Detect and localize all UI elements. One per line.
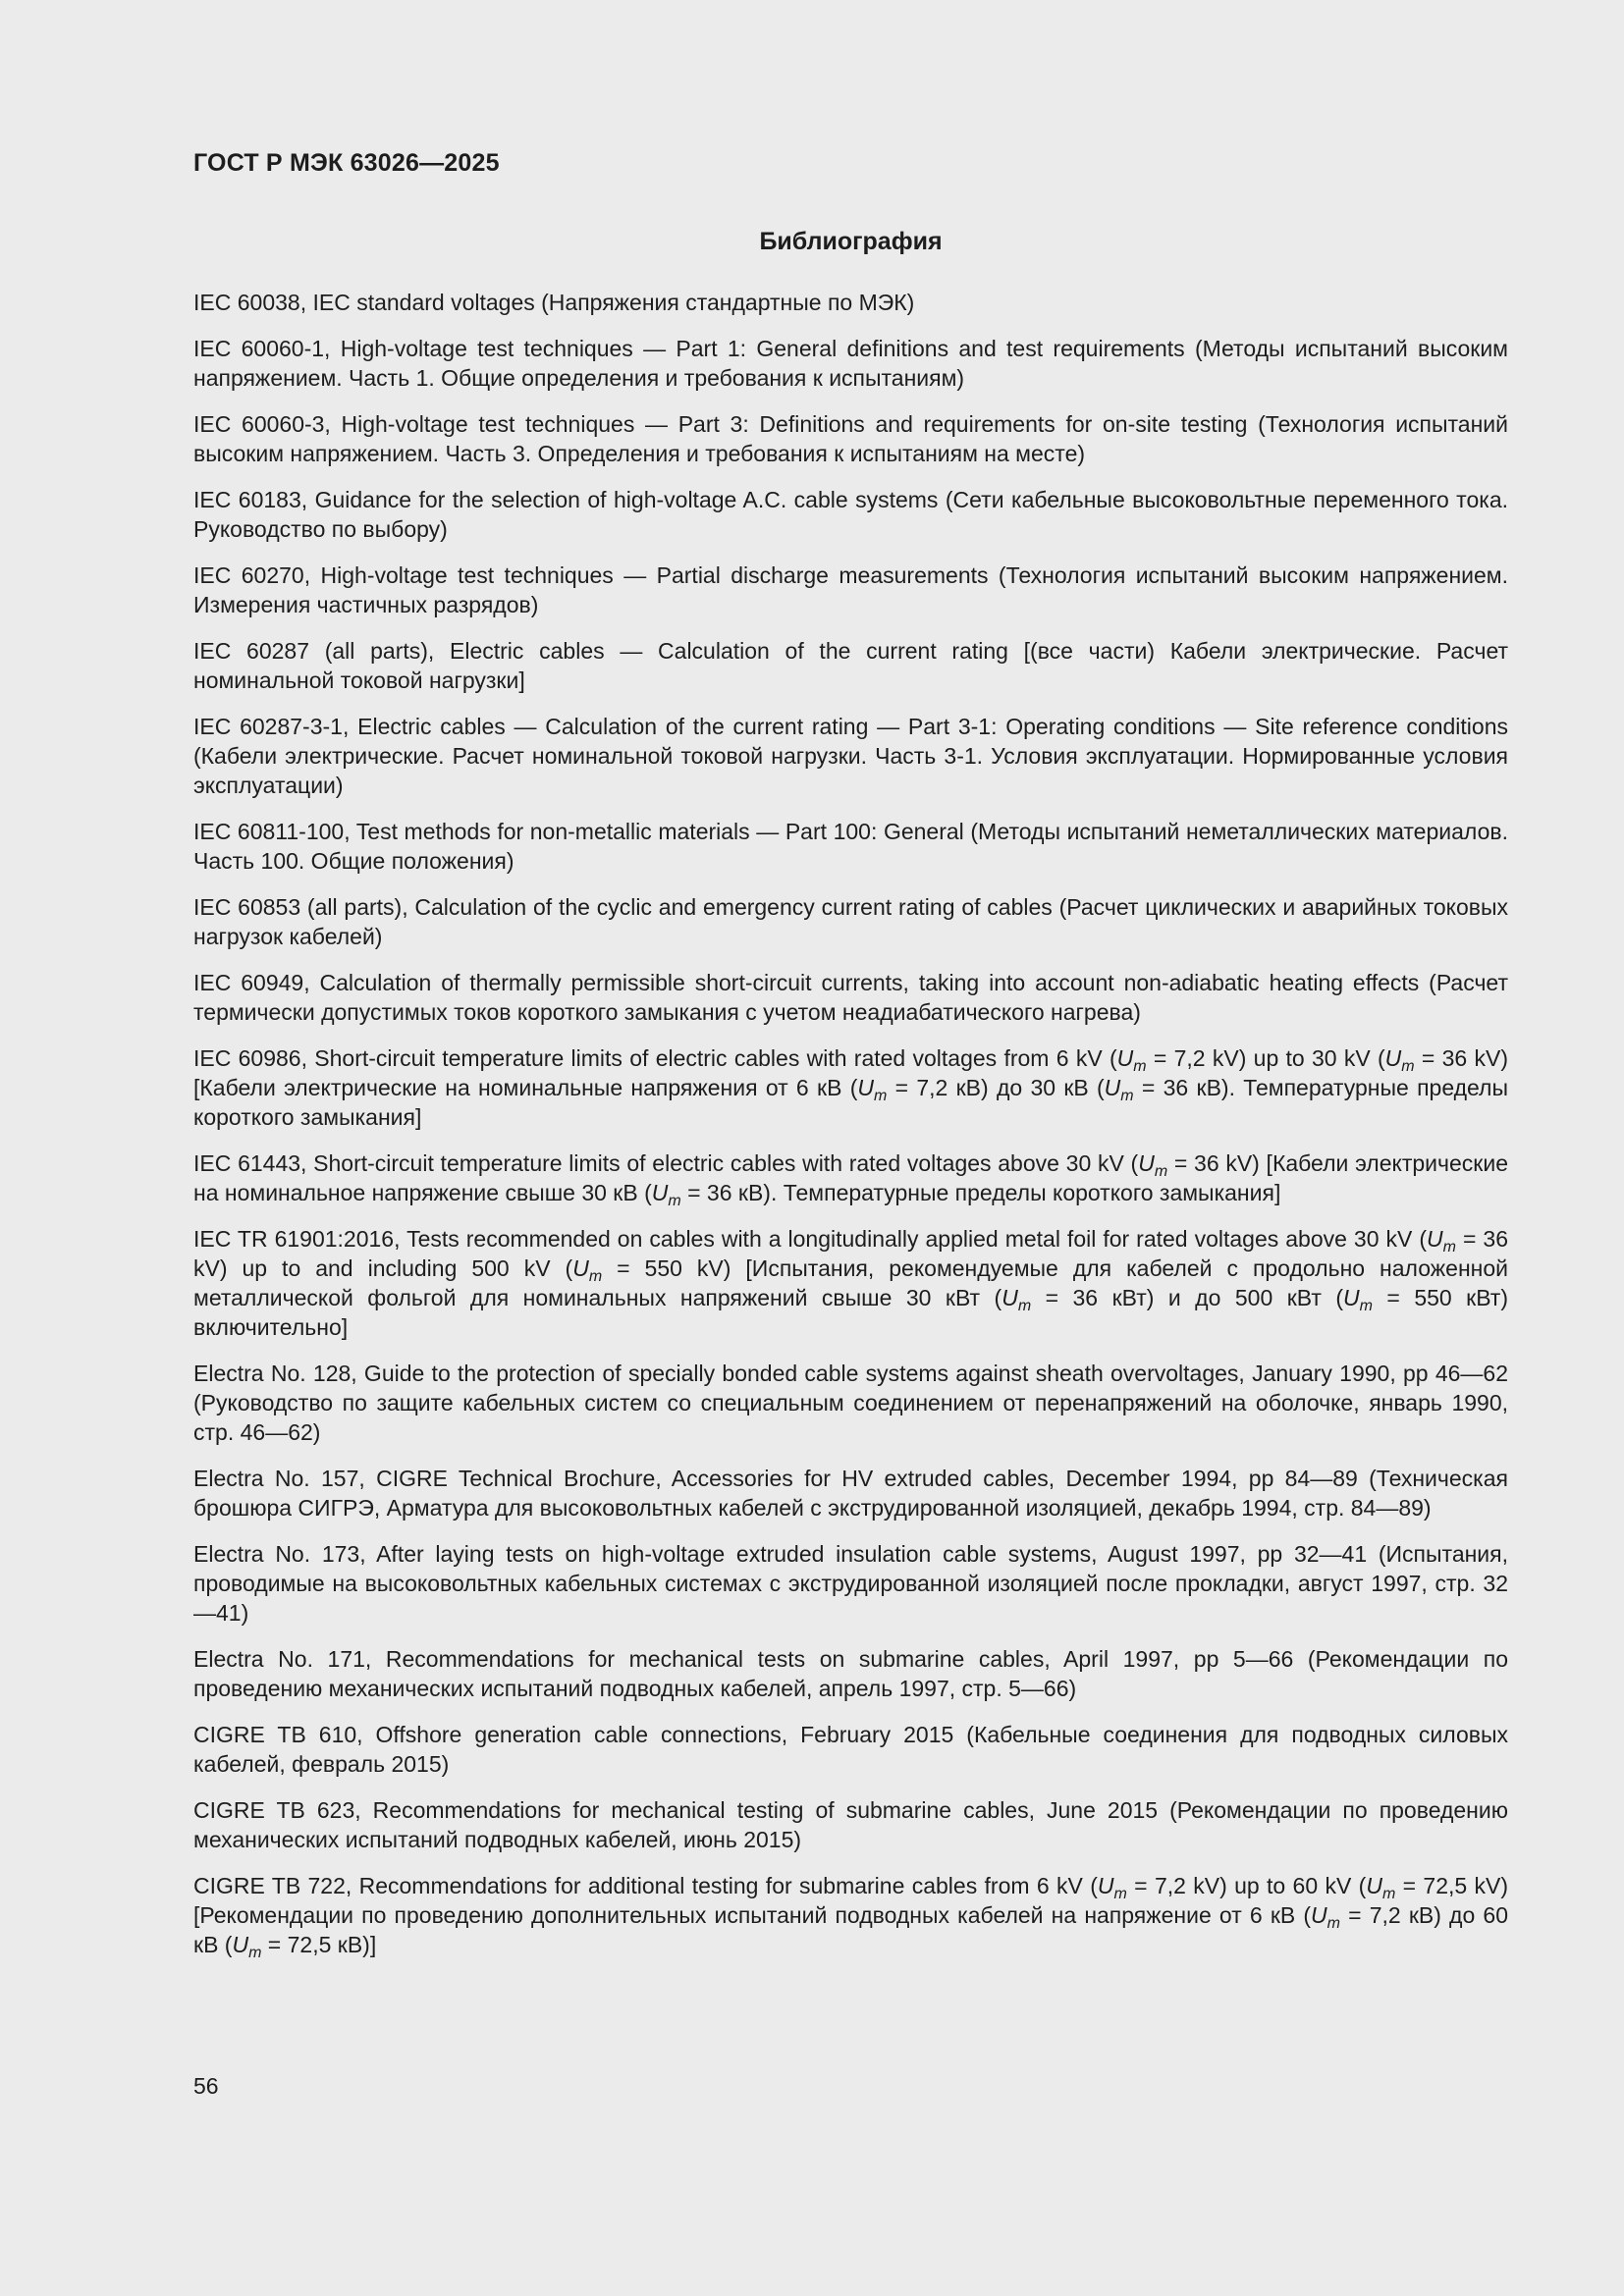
bibliography-entry: CIGRE TB 610, Offshore generation cable connections, February 2015 (Кабельные соединения для подводных силовых кабелей, февраль 2015)	[193, 1722, 1508, 1777]
rated-voltage-symbol: $U_m$	[1138, 1150, 1168, 1180]
bibliography-entry: CIGRE TB 623, Recommendations for mechanical testing of submarine cables, June 2015 (Рекомендации по проведению механических испытаний подводных кабелей, июнь 2015)	[193, 1797, 1508, 1852]
bibliography-entry: IEC 60949, Calculation of thermally permissible short-circuit currents, taking into account non-adiabatic heating effects (Расчет термически допустимых токов короткого замыкания с учетом неадиабатического нагрева)	[193, 970, 1508, 1025]
rated-voltage-symbol: $U_m$	[1366, 1873, 1396, 1902]
rated-voltage-symbol: $U_m$	[232, 1932, 262, 1961]
bibliography-list	[193, 288, 1508, 1976]
document-header: ГОСТ Р МЭК 63026—2025	[193, 149, 500, 177]
bibliography-entry: IEC 60270, High-voltage test techniques — Partial discharge measurements (Технология испытаний высоким напряжением. Измерения частичных разрядов)	[193, 562, 1508, 617]
rated-voltage-symbol: $U_m$	[1097, 1873, 1127, 1902]
section-title: Библиография	[759, 228, 943, 255]
document-page	[193, 0, 1508, 2296]
rated-voltage-symbol: $U_m$	[857, 1075, 888, 1104]
bibliography-entry: IEC 60811-100, Test methods for non-metallic materials — Part 100: General (Методы испытаний неметаллических материалов. Часть 100. Общие положения)	[193, 819, 1508, 874]
rated-voltage-symbol: $U_m$	[1311, 1902, 1340, 1932]
page-number: 56	[193, 2073, 219, 2099]
bibliography-entry: IEC 60038, IEC standard voltages (Напряжения стандартные по МЭК)	[193, 290, 915, 315]
bibliography-entry: IEC TR 61901:2016, Tests recommended on cables with a longitudinally applied metal foil for rated voltages above 30 kV ($U_m = 36$ kV) up to and including 500 kV ($U_m = 550$ kV) [Испытания, рекомендуемые для кабелей с продольно наложенной металлической фольгой для номинальных напряжений свыше 30 кВт ($U_m = 36$ кВт) и до 500 кВт ($U_m = 550$ кВт) включительно]	[193, 1226, 1508, 1340]
bibliography-entry: IEC 60287-3-1, Electric cables — Calculation of the current rating — Part 3-1: Operating conditions — Site reference conditions (Кабели электрические. Расчет номинальной токовой нагрузки. Часть 3-1. Условия эксплуатации. Нормированные условия эксплуатации)	[193, 714, 1508, 798]
rated-voltage-symbol: $U_m$	[572, 1255, 603, 1285]
bibliography-entry: IEC 61443, Short-circuit temperature limits of electric cables with rated voltages above 30 kV ($U_m = 36$ kV) [Кабели электрические на номинальное напряжение свыше 30 кВ ($U_m = 36$ кВ). Температурные пределы короткого замыкания]	[193, 1150, 1508, 1209]
bibliography-entry: IEC 60060-1, High-voltage test techniques — Part 1: General definitions and test requirements (Методы испытаний высоким напряжением. Часть 1. Общие определения и требования к испытаниям)	[193, 336, 1508, 391]
rated-voltage-symbol: $U_m$	[651, 1180, 681, 1209]
bibliography-entry: IEC 60287 (all parts), Electric cables — Calculation of the current rating [(все части) Кабели электрические. Расчет номинальной токовой нагрузки]	[193, 638, 1508, 693]
rated-voltage-symbol: $U_m$	[1343, 1285, 1373, 1314]
bibliography-entry: CIGRE TB 722, Recommendations for additional testing for submarine cables from 6 kV ($U_m = 7,2$ kV) up to 60 kV ($U_m = 72,5$ kV) [Рекомендации по проведению дополнительных испытаний подводных кабелей на напряжение от 6 кВ ($U_m = 7,2$ кВ) до 60 кВ ($U_m = 72,5$ кВ)]	[193, 1873, 1509, 1961]
bibliography-entry: IEC 60986, Short-circuit temperature limits of electric cables with rated voltages from 6 kV ($U_m = 7,2$ kV) up to 30 kV ($U_m = 36$ kV) [Кабели электрические на номинальные напряжения от 6 кВ ($U_m = 7,2$ кВ) до 30 кВ ($U_m = 36$ кВ). Температурные пределы короткого замыкания]	[193, 1045, 1509, 1130]
rated-voltage-symbol: $U_m$	[1427, 1226, 1456, 1255]
rated-voltage-symbol: $U_m$	[1104, 1075, 1134, 1104]
bibliography-entry: Electra No. 157, CIGRE Technical Brochure, Accessories for HV extruded cables, December 1994, pp 84—89 (Техническая брошюра СИГРЭ, Арматура для высоковольтных кабелей с экструдированной изоляцией, декабрь 1994, стр. 84—89)	[193, 1466, 1508, 1521]
rated-voltage-symbol: $U_m$	[1001, 1285, 1032, 1314]
bibliography-entry: IEC 60183, Guidance for the selection of high-voltage A.C. cable systems (Сети кабельные высоковольтные переменного тока. Руководство по выбору)	[193, 487, 1508, 542]
bibliography-entry: Electra No. 128, Guide to the protection of specially bonded cable systems against sheath overvoltages, January 1990, pp 46—62 (Руководство по защите кабельных систем со специальным соединением от перенапряжений на оболочке, январь 1990, стр. 46—62)	[193, 1361, 1508, 1445]
bibliography-entry: Electra No. 173, After laying tests on high-voltage extruded insulation cable systems, August 1997, pp 32—41 (Испытания, проводимые на высоковольтных кабельных системах с экструдированной изоляцией после прокладки, август 1997, стр. 32—41)	[193, 1541, 1508, 1626]
bibliography-entry: IEC 60060-3, High-voltage test techniques — Part 3: Definitions and requirements for on-site testing (Технология испытаний высоким напряжением. Часть 3. Определения и требования к испытаниям на месте)	[193, 411, 1508, 466]
rated-voltage-symbol: $U_m$	[1116, 1045, 1147, 1075]
rated-voltage-symbol: $U_m$	[1384, 1045, 1415, 1075]
bibliography-entry: IEC 60853 (all parts), Calculation of the cyclic and emergency current rating of cables (Расчет циклических и аварийных токовых нагрузок кабелей)	[193, 894, 1508, 949]
bibliography-entry: Electra No. 171, Recommendations for mechanical tests on submarine cables, April 1997, pp 5—66 (Рекомендации по проведению механических испытаний подводных кабелей, апрель 1997, стр. 5—66)	[193, 1646, 1508, 1701]
